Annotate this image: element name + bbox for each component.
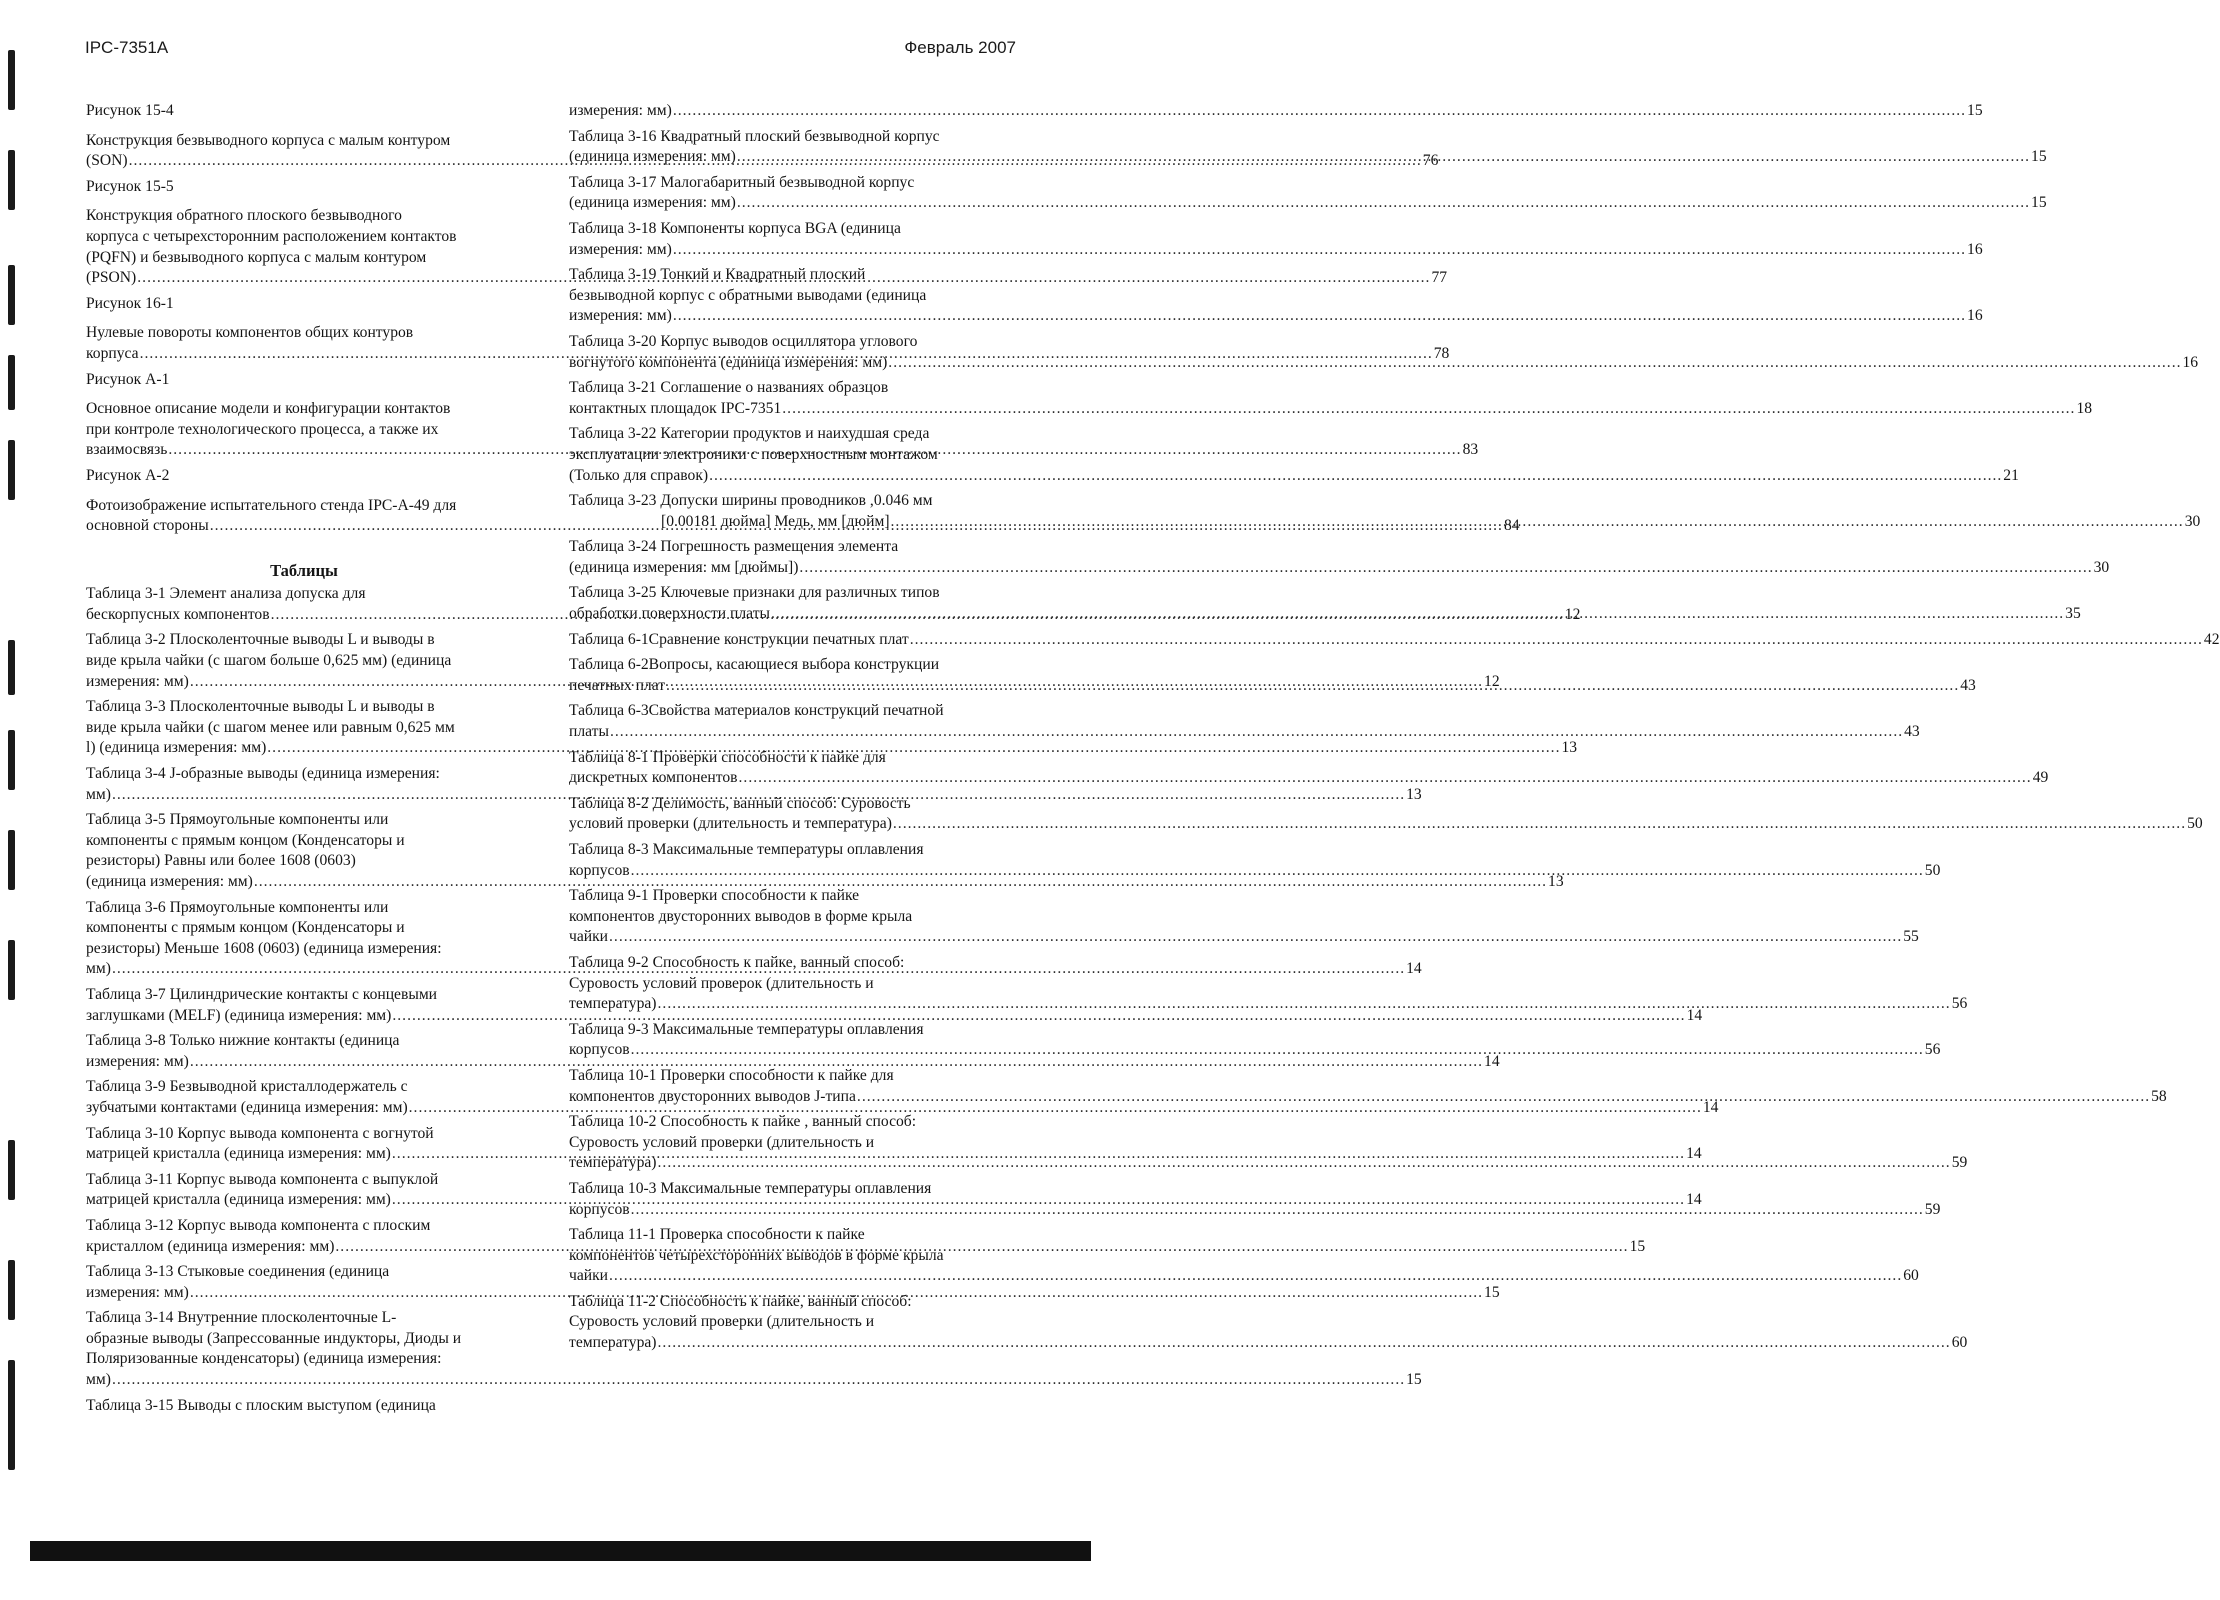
entry-title-end: чайки <box>569 928 609 946</box>
entry-title-line: Таблица 11-2 Способность к пайке, ванный способ: <box>569 1292 912 1310</box>
entry-title-line: Таблица 3-16 Квадратный плоский безвыводной корпус <box>569 127 940 145</box>
entry-body <box>569 173 2047 214</box>
entry-title-line: Таблица 9-1 Проверки способности к пайке <box>569 887 860 905</box>
entry-leader-line <box>569 101 1983 122</box>
dot-leader <box>857 1087 2150 1108</box>
entry-title-end: зубчатыми контактами (единица измерения: мм) <box>86 1098 408 1116</box>
page-number: 58 <box>2151 1087 2167 1105</box>
entry-title-line: Поляризованные конденсаторы) (единица измерения: <box>86 1350 442 1368</box>
entry-title-line: Таблица 3-22 Категории продуктов и наихудшая среда <box>569 425 930 443</box>
table-entry <box>86 1396 522 1417</box>
page-number: 30 <box>2184 512 2201 530</box>
dot-leader <box>673 240 1966 261</box>
dot-leader <box>658 1333 1951 1354</box>
page-number: 15 <box>2031 148 2047 166</box>
scan-edge-mark <box>8 940 15 1000</box>
entry-title-line: Конструкция безвыводного корпуса с малым контуром <box>86 131 451 149</box>
entry-title-line: Конструкция обратного плоского безвыводного <box>86 207 402 225</box>
dot-leader <box>737 193 2030 214</box>
entry-title-line: Таблица 3-19 Тонкий и Квадратный плоский <box>569 266 866 284</box>
page-number: 83 <box>1462 441 1479 459</box>
entry-title-end: температура) <box>569 1154 657 1172</box>
entry-title-line: Таблица 3-4 J-образные выводы (единица измерения: <box>86 765 440 783</box>
dot-leader <box>666 676 1959 697</box>
page-number: 13 <box>1406 785 1422 803</box>
entry-leader-line <box>86 872 1564 893</box>
entry-title-line: Таблица 11-1 Проверка способности к пайке <box>569 1226 865 1244</box>
page-number: 15 <box>2031 194 2047 212</box>
entry-title-line: Таблица 3-13 Стыковые соединения (единица <box>86 1263 390 1281</box>
page-number: 56 <box>1924 1041 1941 1059</box>
page-number: 50 <box>1924 861 1941 879</box>
entry-title-end: температура) <box>569 995 657 1013</box>
page-number: 43 <box>1960 676 1976 694</box>
page-number: 18 <box>2076 399 2093 417</box>
entry-title-line: эксплуатации электроники с поверхностным монтажом <box>569 445 938 463</box>
page-number: 77 <box>1431 269 1448 287</box>
page-number: 14 <box>1686 1006 1703 1024</box>
figure-label: Рисунок A-2 <box>86 466 170 484</box>
entry-title-line: Таблица 10-1 Проверки способности к пайке для <box>569 1066 894 1084</box>
dot-leader <box>112 1370 1405 1391</box>
dot-leader <box>782 399 2075 420</box>
entry-title-end: (единица измерения: мм) <box>569 148 736 166</box>
entry-title-line: компоненты с прямым концом (Конденсаторы и <box>86 919 405 937</box>
entry-title-line: Нулевые повороты компонентов общих контуров <box>86 324 414 342</box>
page-number: 43 <box>1904 723 1920 741</box>
entry-body <box>569 378 2093 419</box>
entry-title-line: Таблица 3-9 Безвыводной кристаллодержатель с <box>86 1078 408 1096</box>
dot-leader <box>739 768 2032 789</box>
entry-title-line: Таблица 3-15 Выводы с плоским выступом (единица <box>86 1396 436 1414</box>
table-entry <box>569 886 1919 948</box>
entry-title-line: Таблица 6-2Вопросы, касающиеся выбора конструкции <box>569 656 940 674</box>
entry-body <box>569 840 1941 881</box>
entry-title-line: Таблица 8-2 Делимость, ванный способ: Суровость <box>569 794 911 812</box>
entry-leader-line <box>569 399 2093 420</box>
entry-title-line: Таблица 3-12 Корпус вывода компонента с плоским <box>86 1216 431 1234</box>
dot-leader <box>631 1200 1924 1221</box>
page-number: 12 <box>1484 672 1500 690</box>
page-number: 14 <box>1686 1145 1702 1163</box>
entry-title-line: Таблица 3-10 Корпус вывода компонента с вогнутой <box>86 1124 434 1142</box>
entry-title-line: Таблица 3-14 Внутренние плосколенточные L- <box>86 1309 397 1327</box>
entry-leader-line <box>86 1098 1719 1119</box>
table-entry <box>569 378 2093 419</box>
entry-leader-line <box>569 722 1920 743</box>
entry-title-end: печатных плат <box>569 676 666 694</box>
figure-label: Рисунок 16-1 <box>86 294 174 312</box>
entry-title-line: Таблица 3-8 Только нижние контакты (единица <box>86 1032 400 1050</box>
entry-body <box>569 886 1919 948</box>
entry-title-line: Таблица 3-5 Прямоугольные компоненты или <box>86 811 389 829</box>
scan-edge-mark <box>8 1140 15 1200</box>
dot-leader <box>888 353 2181 374</box>
page-number: 14 <box>1702 1098 1719 1116</box>
dot-leader <box>673 306 1966 327</box>
entry-title-end: (единица измерения: мм) <box>86 873 253 890</box>
entry-leader-line <box>569 814 2203 835</box>
scan-edge-mark <box>8 440 15 500</box>
entry-leader-line <box>569 1266 1919 1287</box>
entry-leader-line <box>569 768 2049 789</box>
page-number: 42 <box>2203 630 2220 648</box>
table-entry <box>569 701 1920 742</box>
running-header-right: Февраль 2007 <box>904 38 1016 57</box>
entry-title-end: вогнутого компонента (единица измерения: мм) <box>569 353 888 371</box>
page-number: 55 <box>1903 928 1919 946</box>
entry-title-line: Таблица 3-24 Погрешность размещения элемента <box>569 538 899 556</box>
entry-title-end: контактных площадок IPC-7351 <box>569 399 782 417</box>
scan-edge-mark <box>8 1260 15 1320</box>
entry-body <box>569 630 2220 651</box>
page-number: 14 <box>1406 960 1422 978</box>
entry-body <box>569 101 1983 122</box>
page-number: 15 <box>1967 102 1983 119</box>
entry-title-end: мм) <box>86 785 111 803</box>
table-entry <box>569 101 1983 122</box>
table-entry <box>569 219 1983 260</box>
scan-edge-mark <box>8 355 15 410</box>
entry-title-line: Таблица 8-3 Максимальные температуры оплавления <box>569 841 924 858</box>
entry-title-end: измерения: мм) <box>86 1052 189 1070</box>
entry-title-end: (PSON) <box>86 269 137 287</box>
entry-title-line: компонентов четырехсторонних выводов в форме крыла <box>569 1246 944 1264</box>
figure-label: Рисунок 15-5 <box>86 177 174 195</box>
entry-title-end: измерения: мм) <box>569 240 672 258</box>
entry-title-line: Таблица 3-3 Плосколенточные выводы L и выводы в <box>86 698 435 716</box>
entry-title-end: взаимосвязь <box>86 441 168 459</box>
entry-title-line: Суровость условий проверки (длительность и <box>569 1133 875 1151</box>
dot-leader <box>799 558 2092 579</box>
scan-edge-mark <box>8 50 15 110</box>
entry-title-line: Таблица 9-2 Способность к пайке, ванный способ: <box>569 953 905 971</box>
page-number: 50 <box>2187 815 2203 833</box>
page-number: 12 <box>1564 605 1581 623</box>
entry-leader-line <box>569 466 2019 487</box>
dot-leader <box>610 722 1903 743</box>
entry-title-line: Таблица 3-1 Элемент анализа допуска для <box>86 585 366 603</box>
entry-title-line: Таблица 10-2 Способность к пайке , ванный способ: <box>569 1113 917 1131</box>
entry-title-end: матрицей кристалла (единица измерения: мм) <box>86 1145 391 1163</box>
entry-title-line: Таблица 9-3 Максимальные температуры оплавления <box>569 1020 924 1038</box>
entry-leader-line <box>86 1052 1500 1073</box>
dot-leader <box>771 604 2064 625</box>
entry-title-end: измерения: мм) <box>86 672 189 690</box>
entry-title-line: корпуса с четырехсторонним расположением контактов <box>86 227 457 245</box>
entry-body <box>569 537 2110 578</box>
entry-title-line: Таблица 3-25 Ключевые признаки для различных типов <box>569 584 940 602</box>
entry-title-end: [0.00181 дюйма] Медь, мм [дюйм] <box>661 512 890 530</box>
entry-title-line: компонентов двусторонних выводов в форме крыла <box>569 907 913 925</box>
page-number: 56 <box>1951 995 1968 1013</box>
entry-title-end: корпусов <box>569 861 630 879</box>
page-number: 60 <box>1951 1334 1968 1352</box>
scan-bottom-bar <box>30 1541 1091 1561</box>
entry-title-end: кристаллом (единица измерения: мм) <box>86 1237 335 1255</box>
entry-leader-line <box>569 193 2047 214</box>
entry-title-end: матрицей кристалла (единица измерения: мм) <box>86 1191 391 1209</box>
entry-title-line: резисторы) Равны или более 1608 (0603) <box>86 852 356 870</box>
page-number: 13 <box>1548 873 1564 890</box>
page-number: 30 <box>2093 558 2110 576</box>
table-entry <box>569 537 2110 578</box>
entry-title-line: резисторы) Меньше 1608 (0603) (единица измерения: <box>86 939 442 957</box>
entry-title-end: (единица измерения: мм [дюймы]) <box>569 558 799 576</box>
dot-leader <box>658 994 1951 1015</box>
scan-edge-mark <box>8 265 15 325</box>
running-header-left: IPC-7351A <box>85 38 169 57</box>
table-entry <box>569 840 1941 881</box>
dot-leader <box>910 630 2203 651</box>
entry-title-end: l) (единица измерения: мм) <box>86 739 267 757</box>
entry-title-line: компоненты с прямым концом (Конденсаторы и <box>86 831 405 849</box>
entry-title-end: мм) <box>86 1371 111 1389</box>
dot-leader <box>631 861 1924 882</box>
entry-body <box>569 701 1920 742</box>
table-entry <box>569 173 2047 214</box>
entry-title-line: Таблица 8-1 Проверки способности к пайке для <box>569 748 886 766</box>
scan-edge-mark <box>8 640 15 695</box>
entry-title-line: Таблица 10-3 Максимальные температуры оплавления <box>569 1179 932 1197</box>
entry-title-end: заглушками (MELF) (единица измерения: мм) <box>86 1006 392 1024</box>
entry-title-line: Таблица 3-18 Компоненты корпуса BGA (единица <box>569 219 901 237</box>
entry-title-line: Таблица 3-2 Плосколенточные выводы L и выводы в <box>86 631 435 649</box>
page-number: 59 <box>1924 1200 1941 1218</box>
dot-leader <box>609 1266 1902 1287</box>
entry-leader-line <box>569 306 1983 327</box>
entry-title-line: Таблица 3-6 Прямоугольные компоненты или <box>86 898 389 916</box>
entry-title-end: компонентов двусторонних выводов J-типа <box>569 1087 856 1105</box>
entry-title-end: бескорпусных компонентов <box>86 605 270 623</box>
entry-title-line: Основное описание модели и конфигурации контактов <box>86 400 451 418</box>
page-number: 60 <box>1903 1267 1919 1285</box>
dot-leader <box>631 1040 1924 1061</box>
entry-title-end: Таблица 6-1Сравнение конструкции печатных плат <box>569 630 909 648</box>
entry-title-end: измерения: мм) <box>569 307 672 325</box>
dot-leader <box>609 927 1902 948</box>
entry-title-end: условий проверки (длительность и температура) <box>569 815 892 833</box>
scan-edge-mark <box>8 830 15 890</box>
scan-edge-mark <box>8 730 15 790</box>
page-number: 76 <box>1422 152 1439 170</box>
page-number: 16 <box>2182 353 2199 371</box>
entry-title-line: Таблица 3-21 Соглашение о названиях образцов <box>569 379 889 397</box>
dot-leader <box>673 101 1966 122</box>
page-number: 21 <box>2003 466 2019 484</box>
page-number: 16 <box>1967 307 1983 325</box>
table-entry <box>569 630 2220 651</box>
scan-edge-mark <box>8 150 15 210</box>
page-number: 16 <box>1967 240 1983 258</box>
figure-label: Рисунок 15-4 <box>86 102 174 119</box>
entry-title-line: Таблица 3-17 Малогабаритный безвыводной корпус <box>569 173 915 191</box>
entry-title-end: (SON) <box>86 152 128 170</box>
entry-body <box>569 219 1983 260</box>
entry-title-line: Таблица 3-11 Корпус вывода компонента с выпуклой <box>86 1170 439 1188</box>
dot-leader <box>658 1153 1951 1174</box>
page-number: 15 <box>1484 1283 1500 1301</box>
entry-leader-line <box>86 1370 1422 1391</box>
entry-title-end: измерения: мм) <box>86 1283 189 1301</box>
entry-title-end: чайки <box>569 1267 609 1285</box>
page-number: 15 <box>1406 1371 1422 1389</box>
entry-title-line: при контроле технологического процесса, а также их <box>86 420 439 438</box>
entry-leader-line <box>569 558 2110 579</box>
page-number: 78 <box>1433 344 1450 362</box>
entry-title-end: основной стороны <box>86 517 209 535</box>
entry-title-line: образные выводы (Запрессованные индукторы, Диоды и <box>86 1329 462 1347</box>
entry-leader-line <box>569 1333 1968 1354</box>
page-number: 14 <box>1686 1191 1702 1209</box>
page-number: 15 <box>1629 1237 1646 1255</box>
entry-title-end: мм) <box>86 960 111 978</box>
figure-label: Рисунок A-1 <box>86 370 170 388</box>
dot-leader <box>891 512 2184 533</box>
page-number: 59 <box>1951 1154 1968 1172</box>
tables-section-title: Таблицы <box>270 560 338 580</box>
entry-title-line: Суровость условий проверки (длительность и <box>569 1313 875 1331</box>
entry-title-line: Фотоизображение испытательного стенда IPC-A-49 для <box>86 496 457 514</box>
entry-title-end: корпусов <box>569 1041 630 1059</box>
dot-leader <box>709 466 2002 487</box>
entry-title-line: Таблица 3-23 Допуски ширины проводников ,0.046 мм <box>569 492 933 510</box>
entry-title-end: корпусов <box>569 1200 630 1218</box>
entry-title-line: Таблица 3-7 Цилиндрические контакты с концевыми <box>86 985 438 1003</box>
entry-leader-line <box>569 927 1919 948</box>
entry-title-end: температура) <box>569 1334 657 1352</box>
entry-title-line: Таблица 3-20 Корпус выводов осциллятора углового <box>569 332 918 350</box>
entry-title-end: измерения: мм) <box>569 102 672 119</box>
entry-title-line: (PQFN) и безвыводного корпуса с малым контуром <box>86 248 427 266</box>
page-number: 49 <box>2032 769 2049 787</box>
entry-title-end: дискретных компонентов <box>569 769 738 787</box>
entry-leader-line <box>86 1006 1703 1027</box>
page-number: 35 <box>2065 605 2081 623</box>
page-number: 13 <box>1561 739 1578 757</box>
dot-leader <box>893 814 2186 835</box>
entry-leader-line <box>569 630 2220 651</box>
entry-title-line: Таблица 6-3Свойства материалов конструкций печатной <box>569 702 944 720</box>
page-number: 14 <box>1484 1052 1500 1070</box>
entry-title-line: виде крыла чайки (с шагом больше 0,625 мм) (единица <box>86 652 452 670</box>
entry-title-line: безвыводной корпус с обратными выводами (единица <box>569 286 927 304</box>
entry-title-end: (единица измерения: мм) <box>569 194 736 212</box>
entry-body <box>86 1396 522 1417</box>
page-number: 84 <box>1503 517 1520 535</box>
entry-title-line: Суровость условий проверок (длительность и <box>569 974 874 992</box>
dot-leader <box>737 147 2030 168</box>
entry-title-end: обработки поверхности платы <box>569 605 770 623</box>
entry-title-end: платы <box>569 723 609 741</box>
scan-edge-mark <box>8 1360 15 1470</box>
entry-title-end: корпуса <box>86 344 139 362</box>
entry-leader-line <box>569 240 1983 261</box>
entry-title-end: (Только для справок) <box>569 466 709 484</box>
entry-title-line: виде крыла чайки (с шагом менее или равным 0,625 мм <box>86 718 455 736</box>
